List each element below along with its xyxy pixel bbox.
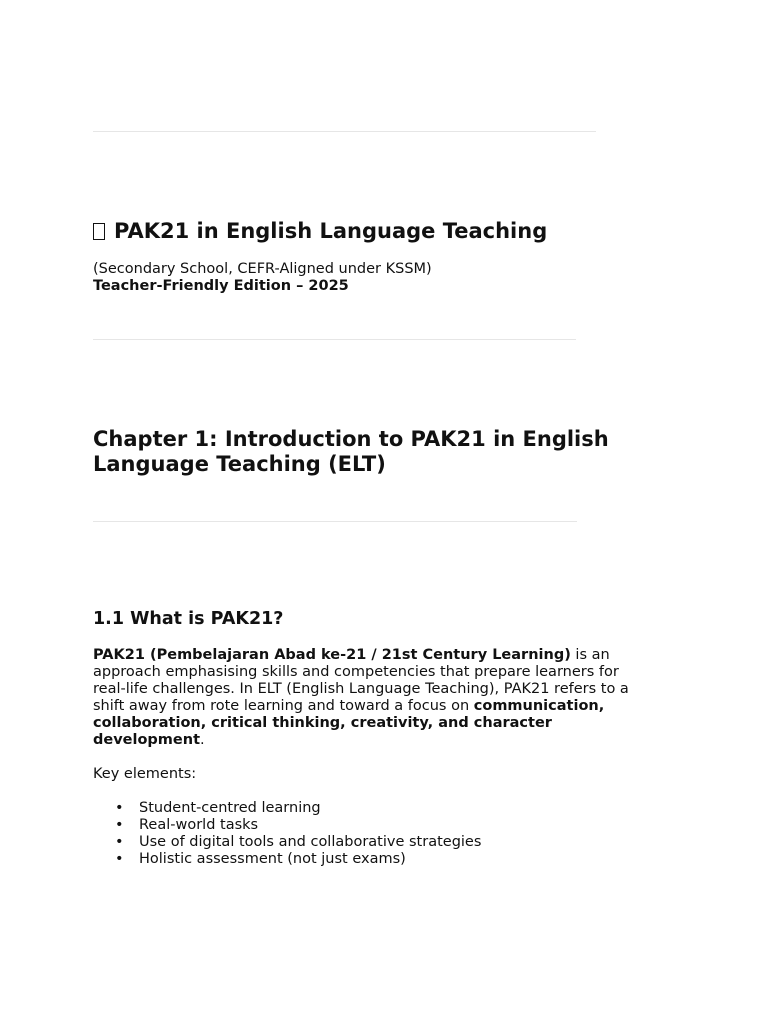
list-item bbox=[93, 834, 481, 851]
paragraph-line-1 bbox=[93, 647, 693, 664]
paragraph-bold: communication, bbox=[473, 698, 605, 714]
key-elements-label: Key elements: bbox=[93, 766, 197, 782]
list-item-text: Holistic assessment (not just exams) bbox=[139, 851, 406, 867]
divider-bottom bbox=[93, 521, 577, 522]
bullet-icon: • bbox=[115, 817, 124, 833]
subtitle-edition: Teacher-Friendly Edition – 2025 bbox=[93, 278, 349, 294]
list-item-text: Real-world tasks bbox=[139, 817, 259, 833]
section-paragraph bbox=[93, 647, 693, 749]
list-item-text: Student-centred learning bbox=[139, 800, 321, 816]
paragraph-text: . bbox=[200, 732, 205, 748]
paragraph-bold: development bbox=[93, 732, 201, 748]
document-subtitle bbox=[93, 261, 432, 295]
divider-top bbox=[93, 131, 596, 132]
chapter-heading: Chapter 1: Introduction to PAK21 in English Language Teaching (ELT) bbox=[93, 427, 609, 476]
paragraph-line-6 bbox=[93, 732, 693, 749]
paragraph-line-5 bbox=[93, 715, 693, 732]
list-item bbox=[93, 817, 481, 834]
list-item bbox=[93, 851, 481, 868]
list-item-text: Use of digital tools and collaborative strategies bbox=[139, 834, 482, 850]
paragraph-line-4 bbox=[93, 698, 693, 715]
pak21-definition-term: PAK21 (Pembelajaran Abad ke-21 / 21st Century Learning) bbox=[93, 647, 571, 663]
bullet-icon: • bbox=[115, 834, 124, 850]
paragraph-line-3: real-life challenges. In ELT (English Language Teaching), PAK21 refers to a bbox=[93, 681, 629, 697]
paragraph-text: shift away from rote learning and toward a focus on bbox=[93, 698, 474, 714]
bullet-icon: • bbox=[115, 800, 124, 816]
paragraph-text: is an bbox=[570, 647, 610, 663]
box-icon bbox=[93, 223, 105, 240]
paragraph-bold: collaboration, critical thinking, creativity, and character bbox=[93, 715, 552, 731]
key-elements-list bbox=[93, 800, 481, 868]
divider-middle bbox=[93, 339, 576, 340]
subtitle-scope: (Secondary School, CEFR-Aligned under KSSM) bbox=[93, 261, 432, 277]
document-title bbox=[93, 217, 547, 245]
section-heading: 1.1 What is PAK21? bbox=[93, 609, 284, 629]
paragraph-line-2: approach emphasising skills and competencies that prepare learners for bbox=[93, 664, 619, 680]
bullet-icon: • bbox=[115, 851, 124, 867]
document-title-text: PAK21 in English Language Teaching bbox=[114, 219, 548, 243]
list-item bbox=[93, 800, 481, 817]
